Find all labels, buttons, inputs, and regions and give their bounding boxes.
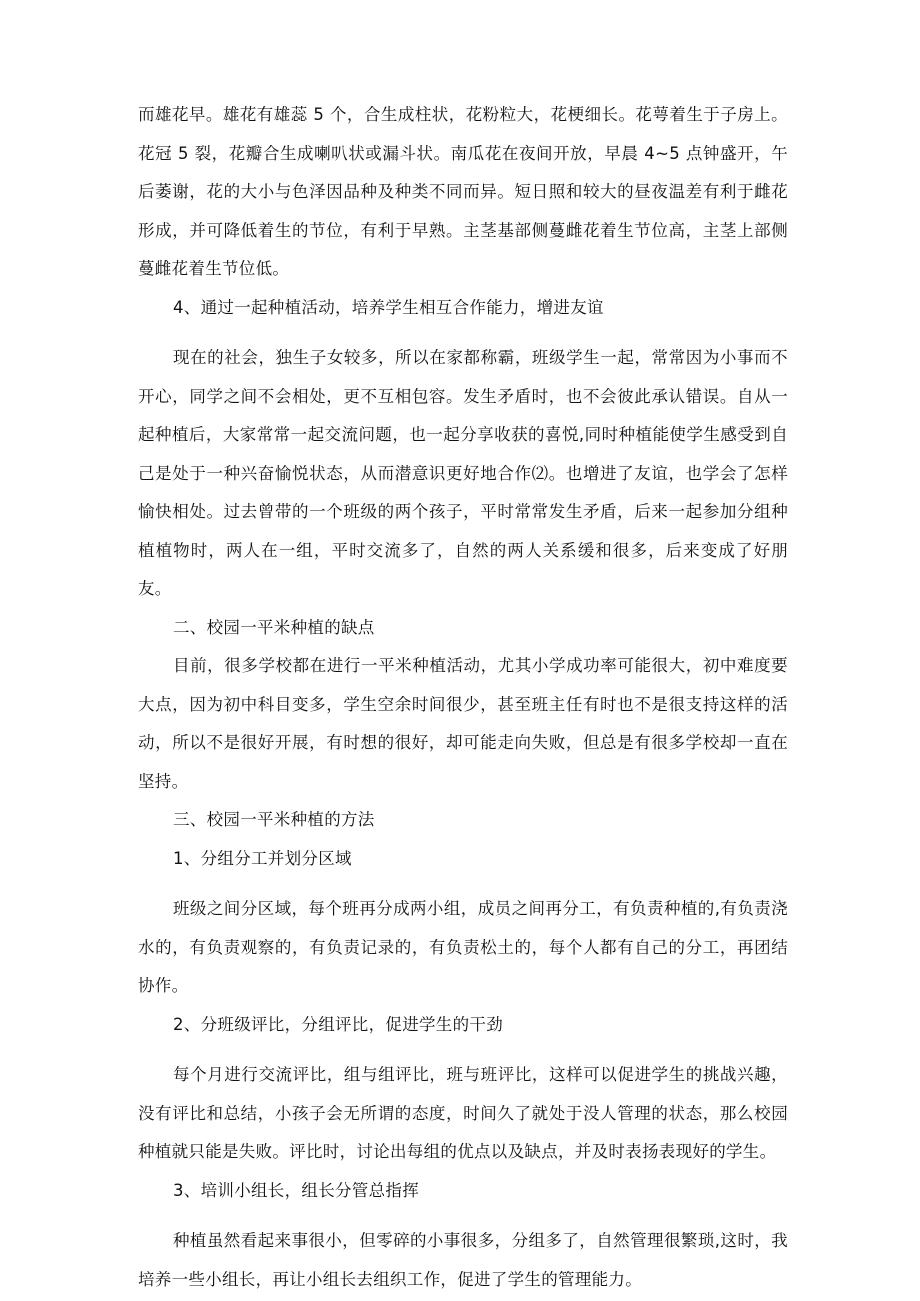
paragraph-group-leaders: 种植虽然看起来事很小，但零碎的小事很多，分组多了，自然管理很繁琐,这时，我培养一些小组长，再让小组长去组织工作，促进了学生的管理能力。 — [138, 1231, 788, 1289]
document-page — [138, 96, 788, 1299]
paragraph-pumpkin-flowers: 而雄花早。雄花有雄蕊 5 个，合生成柱状，花粉粒大，花梗细长。花萼着生于子房上。花冠 5 裂，花瓣合生成喇叭状或漏斗状。南瓜花在夜间开放，早晨 4~5 点钟盛开，午后萎谢，花的大小与色泽因品种及种类不同而异。短日照和较大的昼夜温差有利于雌花形成，并可降低着生的节位，有利于早熟。主茎基部侧蔓雌花着生节位高，主茎上部侧蔓雌花着生节位低。 — [138, 105, 788, 278]
paragraph-evaluation: 每个月进行交流评比，组与组评比，班与班评比，这样可以促进学生的挑战兴趣，没有评比和总结，小孩子会无所谓的态度，时间久了就处于没人管理的状态，那么校园种植就只能是失败。评比时，讨论出每组的优点以及缺点，并及时表扬表现好的学生。 — [138, 1065, 788, 1161]
heading-section-three: 三、校园一平米种植的方法 — [173, 810, 375, 829]
heading-method-three: 3、培训小组长，组长分管总指挥 — [173, 1180, 419, 1200]
heading-method-two: 2、分班级评比，分组评比，促进学生的干劲 — [173, 1014, 503, 1034]
heading-cooperation: 4、通过一起种植活动，培养学生相互合作能力，增进友谊 — [173, 297, 604, 317]
paragraph-drawbacks: 目前，很多学校都在进行一平米种植活动，尤其小学成功率可能很大，初中难度要大点，因为初中科目变多，学生空余时间很少，甚至班主任有时也不是很支持这样的活动，所以不是很好开展，有时想的很好，却可能走向失败，但总是有很多学校却一直在坚持。 — [138, 656, 788, 791]
paragraph-friendship: 现在的社会，独生子女较多，所以在家都称霸，班级学生一起，常常因为小事而不开心，同学之间不会相处，更不互相包容。发生矛盾时，也不会彼此承认错误。自从一起种植后，大家常常一起交流问题，也一起分享收获的喜悦,同时种植能使学生感受到自己是处于一种兴奋愉悦状态，从而潜意识更好地合作⑵。也增进了友谊，也学会了怎样愉快相处。过去曾带的一个班级的两个孩子，平时常常发生矛盾，后来一起参加分组种植植物时，两人在一组，平时交流多了，自然的两人关系缓和很多，后来变成了好朋友。 — [138, 348, 788, 598]
paragraph-division-of-labor: 班级之间分区域，每个班再分成两小组，成员之间再分工，有负责种植的,有负责浇水的，有负责观察的，有负责记录的，有负责松土的，每个人都有自己的分工，再团结协作。 — [138, 899, 788, 995]
heading-method-one: 1、分组分工并划分区域 — [173, 848, 352, 868]
heading-section-two: 二、校园一平米种植的缺点 — [173, 617, 375, 637]
